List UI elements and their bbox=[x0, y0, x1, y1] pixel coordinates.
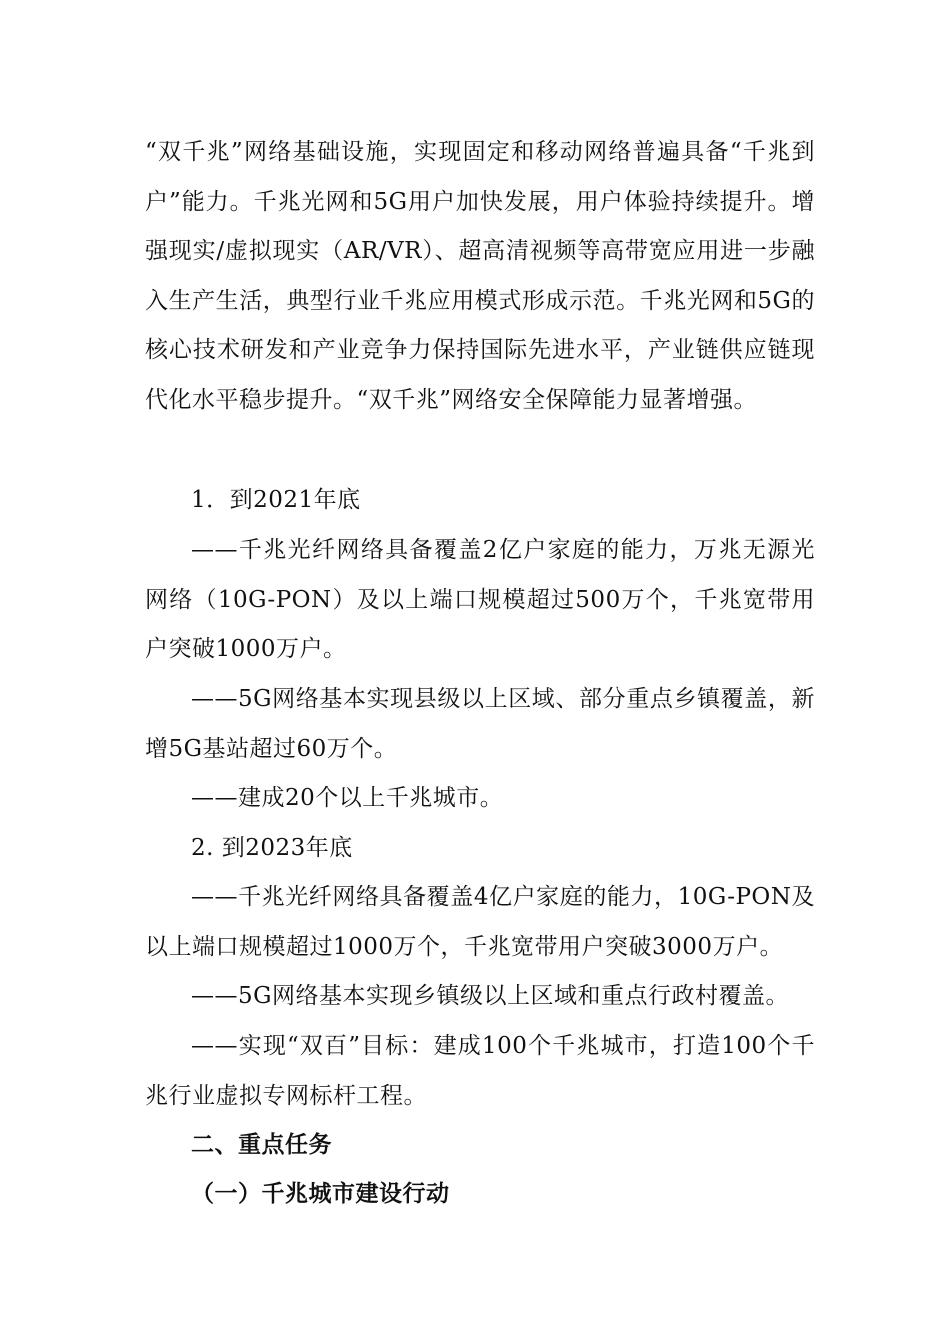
milestone-2023-heading: 2. 到2023年底 bbox=[191, 835, 353, 861]
target-2023-double-hundred: ——实现“双百”目标：建成100个千兆城市，打造100个千兆行业虚拟专网标杆工程。 bbox=[145, 1033, 815, 1109]
target-2021-gigabit-fiber: ——千兆光纤网络具备覆盖2亿户家庭的能力，万兆无源光网络（10G-PON）及以上端口规模超过500万个，千兆宽带用户突破1000万户。 bbox=[145, 537, 815, 662]
target-2021-5g-network: ——5G网络基本实现县级以上区域、部分重点乡镇覆盖，新增5G基站超过60万个。 bbox=[145, 686, 815, 762]
intro-paragraph: “双千兆”网络基础设施，实现固定和移动网络普遍具备“千兆到户”能力。千兆光网和5G用户加快发展，用户体验持续提升。增强现实/虚拟现实（AR/VR）、超高清视频等高带宽应用进一步融入生产生活，典型行业千兆应用模式形成示范。千兆光网和5G的核心技术研发和产业竞争力保持国际先进水平，产业链供应链现代化水平稳步提升。“双千兆”网络安全保障能力显著增强。 bbox=[145, 139, 815, 413]
target-2023-5g-network: ——5G网络基本实现乡镇级以上区域和重点行政村覆盖。 bbox=[191, 983, 790, 1009]
target-2021-gigabit-cities: ——建成20个以上千兆城市。 bbox=[191, 785, 504, 811]
section-heading: 二、重点任务 bbox=[191, 1132, 332, 1158]
milestone-2021-heading: 1．到2021年底 bbox=[191, 487, 361, 513]
target-2023-gigabit-fiber: ——千兆光纤网络具备覆盖4亿户家庭的能力，10G-PON及以上端口规模超过1000万个，千兆宽带用户突破3000万户。 bbox=[145, 884, 815, 960]
subsection-heading: （一）千兆城市建设行动 bbox=[191, 1181, 450, 1207]
